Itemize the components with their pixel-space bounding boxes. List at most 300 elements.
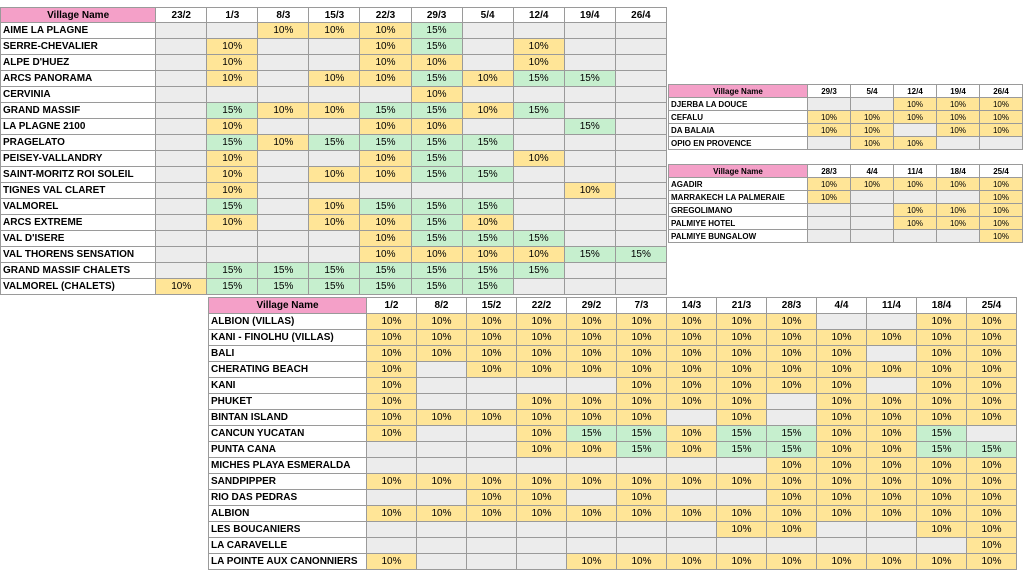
discount-cell: 10% [980,124,1023,137]
discount-cell: 15% [207,103,258,119]
date-header: 18/4 [937,165,980,178]
discount-cell: 15% [615,247,666,263]
discount-cell [937,230,980,243]
discount-cell: 10% [617,362,667,378]
discount-cell: 10% [894,98,937,111]
discount-cell: 10% [367,314,417,330]
discount-cell: 10% [817,394,867,410]
discount-cell [258,231,309,247]
village-name-cell: VALMOREL (CHALETS) [1,279,156,295]
discount-cell [767,410,817,426]
discount-cell: 10% [667,554,717,570]
table-row [669,217,1023,230]
discount-cell: 15% [207,263,258,279]
date-header: 15/2 [467,298,517,314]
discount-cell: 10% [360,23,411,39]
discount-cell [156,39,207,55]
discount-cell: 10% [917,330,967,346]
discount-cell [156,55,207,71]
discount-cell [937,191,980,204]
discount-cell: 10% [967,490,1017,506]
discount-cell [258,71,309,87]
discount-cell: 10% [980,111,1023,124]
discount-cell [564,103,615,119]
discount-cell [808,230,851,243]
table-row [209,458,1017,474]
date-header: 4/4 [851,165,894,178]
discount-cell: 15% [513,71,564,87]
discount-cell [309,39,360,55]
discount-cell: 10% [367,410,417,426]
discount-cell [564,279,615,295]
discount-cell [615,183,666,199]
discount-cell: 10% [367,426,417,442]
discount-cell [567,378,617,394]
discount-cell: 10% [817,346,867,362]
discount-cell: 10% [367,378,417,394]
table-row [209,362,1017,378]
discount-cell: 10% [517,346,567,362]
discount-cell [360,87,411,103]
date-header: 14/3 [667,298,717,314]
discount-cell [615,199,666,215]
discount-cell: 10% [817,458,867,474]
discount-cell [564,263,615,279]
discount-cell: 10% [767,330,817,346]
discount-cell: 10% [411,247,462,263]
discount-cell [615,151,666,167]
discount-cell [564,135,615,151]
discount-cell: 10% [517,362,567,378]
discount-cell: 10% [980,230,1023,243]
discount-cell: 10% [417,474,467,490]
discount-cell [417,426,467,442]
date-header: 11/4 [894,165,937,178]
discount-cell [867,346,917,362]
discount-cell: 15% [564,71,615,87]
discount-cell: 10% [467,362,517,378]
village-name-cell: ARCS EXTREME [1,215,156,231]
village-name-cell: DJERBA LA DOUCE [669,98,808,111]
discount-cell: 10% [894,137,937,150]
discount-cell [411,183,462,199]
discount-cell [367,458,417,474]
table-row [209,554,1017,570]
discount-cell: 10% [617,410,667,426]
discount-cell: 15% [917,442,967,458]
discount-cell: 10% [467,506,517,522]
discount-cell [980,137,1023,150]
village-name-cell: SERRE-CHEVALIER [1,39,156,55]
discount-cell [513,119,564,135]
discount-cell [564,151,615,167]
discount-cell: 10% [517,442,567,458]
discount-cell: 10% [309,103,360,119]
discount-cell: 10% [258,135,309,151]
discount-cell: 10% [967,394,1017,410]
table-row [209,474,1017,490]
discount-cell: 10% [851,124,894,137]
discount-cell: 10% [967,554,1017,570]
discount-cell: 10% [207,167,258,183]
discount-cell: 10% [937,204,980,217]
discount-cell [467,378,517,394]
discount-cell: 10% [667,346,717,362]
discount-cell [309,231,360,247]
table-row [1,39,667,55]
table-row [1,55,667,71]
discount-cell: 10% [360,167,411,183]
discount-cell: 10% [717,554,767,570]
discount-cell [567,458,617,474]
date-header: 21/3 [717,298,767,314]
table-row [209,522,1017,538]
village-name-cell: TIGNES VAL CLARET [1,183,156,199]
discount-cell: 10% [767,490,817,506]
village-name-cell: PALMIYE BUNGALOW [669,230,808,243]
discount-cell: 10% [667,314,717,330]
discount-cell: 10% [917,314,967,330]
discount-cell [417,538,467,554]
discount-cell [417,490,467,506]
discount-cell: 10% [517,410,567,426]
discount-cell: 10% [667,362,717,378]
discount-cell: 15% [767,442,817,458]
discount-cell: 10% [937,111,980,124]
discount-cell: 10% [467,410,517,426]
discount-cell: 10% [937,124,980,137]
discount-cell: 10% [207,183,258,199]
discount-cell [417,522,467,538]
discount-cell: 15% [207,135,258,151]
discount-cell: 10% [717,506,767,522]
discount-cell [615,135,666,151]
discount-cell: 15% [411,135,462,151]
village-name-cell: ARCS PANORAMA [1,71,156,87]
village-name-cell: OPIO EN PROVENCE [669,137,808,150]
discount-cell [564,199,615,215]
discount-cell: 10% [808,111,851,124]
village-name-cell: DA BALAIA [669,124,808,137]
discount-cell: 15% [411,151,462,167]
discount-cell [156,119,207,135]
date-header: 19/4 [937,85,980,98]
discount-cell [564,167,615,183]
date-header: 12/4 [513,8,564,23]
discount-cell [258,151,309,167]
discount-cell [851,98,894,111]
discount-cell [513,199,564,215]
village-name-cell: KANI [209,378,367,394]
discount-cell: 10% [917,410,967,426]
village-name-cell: RIO DAS PEDRAS [209,490,367,506]
table-row [1,103,667,119]
discount-cell: 10% [867,426,917,442]
discount-cell: 10% [808,124,851,137]
discount-cell: 10% [717,474,767,490]
discount-cell [851,217,894,230]
discount-cell: 10% [567,506,617,522]
discount-cell: 10% [980,217,1023,230]
discount-cell: 10% [980,178,1023,191]
discount-cell: 10% [667,426,717,442]
discount-cell: 15% [462,199,513,215]
discount-cell: 10% [513,39,564,55]
discount-cell: 15% [411,215,462,231]
discount-cell [258,39,309,55]
discount-cell: 10% [767,474,817,490]
discount-cell: 15% [917,426,967,442]
village-name-cell: KANI - FINOLHU (VILLAS) [209,330,367,346]
discount-cell [564,39,615,55]
discount-cell [564,231,615,247]
discount-cell: 10% [467,346,517,362]
village-name-cell: GRAND MASSIF CHALETS [1,263,156,279]
discount-cell [667,410,717,426]
discount-cell: 15% [258,263,309,279]
village-name-cell: CERVINIA [1,87,156,103]
discount-cell [309,87,360,103]
discount-cell: 10% [917,522,967,538]
date-header: 7/3 [617,298,667,314]
table-row [1,135,667,151]
discount-cell [517,458,567,474]
discount-cell: 10% [517,426,567,442]
table-row [209,538,1017,554]
discount-cell [717,458,767,474]
discount-cell: 10% [937,98,980,111]
discount-cell [567,522,617,538]
discount-cell: 10% [417,506,467,522]
discount-cell: 10% [258,23,309,39]
discount-cell [567,538,617,554]
discount-cell: 10% [867,362,917,378]
discount-cell: 10% [467,474,517,490]
date-header: 29/3 [411,8,462,23]
discount-cell: 10% [309,199,360,215]
village-name-header: Village Name [669,85,808,98]
discount-cell [808,217,851,230]
discount-cell: 10% [567,554,617,570]
date-header: 25/4 [967,298,1017,314]
discount-cell: 15% [462,263,513,279]
discount-cell: 10% [917,554,967,570]
discount-cell [513,23,564,39]
discount-cell [513,135,564,151]
discount-cell: 10% [617,554,667,570]
discount-cell: 10% [817,362,867,378]
discount-cell: 10% [617,474,667,490]
ski-villages-table [0,7,667,295]
discount-cell [615,119,666,135]
discount-cell [615,71,666,87]
date-header: 18/4 [917,298,967,314]
date-header: 8/3 [258,8,309,23]
discount-cell: 10% [517,314,567,330]
discount-cell: 10% [817,490,867,506]
discount-cell: 10% [980,191,1023,204]
date-header: 28/3 [808,165,851,178]
discount-cell: 10% [467,490,517,506]
discount-cell: 15% [360,103,411,119]
discount-cell [513,215,564,231]
discount-cell [462,87,513,103]
discount-cell: 10% [367,474,417,490]
discount-cell: 10% [894,178,937,191]
discount-cell [258,119,309,135]
date-header: 1/3 [207,8,258,23]
discount-cell [462,151,513,167]
discount-cell: 15% [462,167,513,183]
discount-cell [517,378,567,394]
discount-cell: 10% [156,279,207,295]
discount-cell [564,215,615,231]
discount-cell: 10% [808,191,851,204]
discount-cell: 10% [667,442,717,458]
discount-cell [258,215,309,231]
discount-cell [156,87,207,103]
village-name-cell: VAL D'ISERE [1,231,156,247]
discount-cell [467,426,517,442]
header-row [209,298,1017,314]
discount-cell: 10% [309,215,360,231]
discount-cell: 10% [808,178,851,191]
discount-cell [817,314,867,330]
discount-cell: 15% [360,263,411,279]
discount-cell: 10% [917,490,967,506]
discount-cell [513,167,564,183]
discount-cell: 15% [617,442,667,458]
discount-cell [894,124,937,137]
discount-cell [767,394,817,410]
village-name-cell: LES BOUCANIERS [209,522,367,538]
discount-cell: 10% [967,506,1017,522]
discount-cell: 10% [867,442,917,458]
discount-cell: 15% [617,426,667,442]
discount-cell [156,151,207,167]
discount-cell: 10% [817,474,867,490]
village-name-cell: PEISEY-VALLANDRY [1,151,156,167]
village-name-cell: ALBION [209,506,367,522]
discount-cell [615,279,666,295]
discount-cell: 10% [894,204,937,217]
discount-cell [717,490,767,506]
discount-cell [367,442,417,458]
discount-cell: 10% [767,458,817,474]
village-name-cell: VALMOREL [1,199,156,215]
discount-cell: 10% [567,474,617,490]
discount-cell: 10% [411,55,462,71]
village-name-cell: CHERATING BEACH [209,362,367,378]
discount-cell: 15% [564,247,615,263]
discount-cell [417,554,467,570]
discount-cell [567,490,617,506]
village-name-cell: PUNTA CANA [209,442,367,458]
discount-cell: 10% [717,410,767,426]
discount-cell: 10% [967,538,1017,554]
discount-cell: 10% [867,330,917,346]
discount-cell: 10% [360,119,411,135]
table-row [669,178,1023,191]
village-name-cell: GREGOLIMANO [669,204,808,217]
discount-cell: 10% [917,378,967,394]
discount-cell: 10% [417,346,467,362]
discount-cell: 10% [367,506,417,522]
mediterranean-villages-table [668,84,1023,150]
discount-cell [564,87,615,103]
discount-cell [367,490,417,506]
discount-cell [564,55,615,71]
discount-cell [667,458,717,474]
discount-cell: 15% [411,279,462,295]
discount-cell: 10% [367,346,417,362]
table-row [669,98,1023,111]
discount-cell: 10% [567,314,617,330]
discount-cell: 10% [867,554,917,570]
village-name-cell: LA PLAGNE 2100 [1,119,156,135]
discount-cell [615,231,666,247]
table-row [1,183,667,199]
discount-cell: 10% [617,330,667,346]
discount-cell: 10% [767,522,817,538]
discount-cell [615,103,666,119]
discount-cell: 10% [967,474,1017,490]
village-name-cell: CEFALU [669,111,808,124]
table-row [669,191,1023,204]
discount-cell: 10% [937,178,980,191]
table-row [209,330,1017,346]
discount-cell: 15% [411,103,462,119]
discount-cell [513,279,564,295]
discount-cell: 10% [967,330,1017,346]
discount-cell: 10% [462,247,513,263]
village-name-cell: SANDPIPPER [209,474,367,490]
discount-cell [667,490,717,506]
table-row [1,71,667,87]
discount-cell: 10% [867,458,917,474]
village-name-cell: SAINT-MORITZ ROI SOLEIL [1,167,156,183]
discount-cell: 15% [411,23,462,39]
discount-cell: 10% [417,314,467,330]
discount-cell: 10% [617,506,667,522]
discount-cell: 10% [967,522,1017,538]
discount-cell [851,230,894,243]
village-name-cell: VAL THORENS SENSATION [1,247,156,263]
discount-cell [517,538,567,554]
discount-cell: 10% [567,442,617,458]
discount-cell: 10% [513,151,564,167]
discount-cell [615,167,666,183]
discount-cell [156,183,207,199]
discount-cell: 10% [207,151,258,167]
discount-cell [894,191,937,204]
discount-cell [615,215,666,231]
discount-cell: 10% [567,346,617,362]
table-row [209,490,1017,506]
discount-cell [309,183,360,199]
discount-cell: 10% [667,330,717,346]
discount-cell [867,538,917,554]
table-row [1,87,667,103]
discount-cell: 10% [360,151,411,167]
discount-cell: 10% [309,71,360,87]
discount-cell [937,137,980,150]
discount-cell [417,394,467,410]
discount-cell [417,362,467,378]
discount-cell [667,522,717,538]
discount-cell: 10% [367,394,417,410]
discount-cell: 10% [517,490,567,506]
